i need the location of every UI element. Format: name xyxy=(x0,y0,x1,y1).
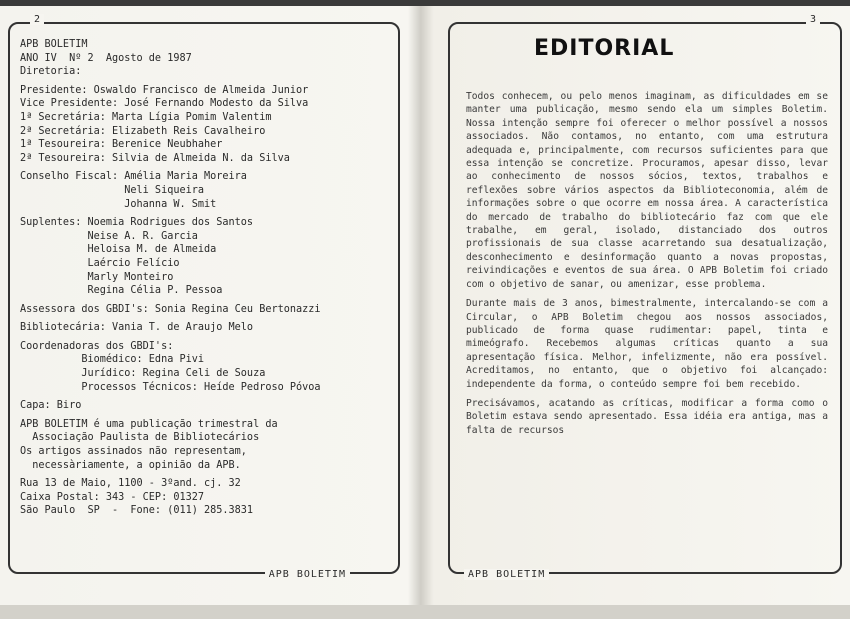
masthead-line: Coordenadoras dos GBDI's: xyxy=(20,340,174,352)
masthead-line: 2ª Secretária: Elizabeth Reis Cavalheiro xyxy=(20,125,266,137)
masthead-line: Johanna W. Smit xyxy=(20,198,217,210)
masthead-line: Suplentes: Noemia Rodrigues dos Santos xyxy=(20,217,254,229)
masthead-line: APB BOLETIM é uma publicação trimestral da xyxy=(20,418,278,430)
masthead-line: Jurídico: Regina Celi de Souza xyxy=(20,368,266,380)
masthead-line: Vice Presidente: José Fernando Modesto da Silva xyxy=(20,98,309,110)
left-page xyxy=(8,14,400,580)
bottom-edge xyxy=(0,605,850,619)
left-footer: APB BOLETIM xyxy=(265,569,350,580)
masthead-line: Bibliotecária: Vania T. de Araujo Melo xyxy=(20,322,254,334)
editorial-body xyxy=(466,90,828,443)
masthead-line: Neli Siqueira xyxy=(20,184,205,196)
editorial-title: EDITORIAL xyxy=(534,36,675,61)
masthead-line: Laércio Felício xyxy=(20,257,180,269)
masthead-line: APB BOLETIM xyxy=(20,39,88,50)
masthead-line: 1ª Tesoureira: Berenice Neubhaher xyxy=(20,139,223,151)
masthead-line: São Paulo SP - Fone: (011) 285.3831 xyxy=(20,505,254,517)
editorial-paragraph: Precisávamos, acatando as críticas, modificar a forma como o Boletim estava sendo apresentado. Essa idéia era antiga, mas a falta de recursos xyxy=(466,397,828,436)
right-page-number: 3 xyxy=(806,14,820,25)
masthead-line: ANO IV Nº 2 Agosto de 1987 xyxy=(20,52,192,64)
masthead-line: Biomédico: Edna Pivi xyxy=(20,354,205,366)
masthead-line: 1ª Secretária: Marta Lígia Pomim Valentim xyxy=(20,111,272,123)
masthead-line: Associação Paulista de Bibliotecários xyxy=(20,432,260,444)
masthead-text xyxy=(20,38,392,518)
masthead-line: Capa: Biro xyxy=(20,400,82,412)
masthead-line: Presidente: Oswaldo Francisco de Almeida Junior xyxy=(20,84,309,96)
masthead-line: 2ª Tesoureira: Silvia de Almeida N. da Silva xyxy=(20,152,290,164)
masthead-line: Assessora dos GBDI's: Sonia Regina Ceu Bertonazzi xyxy=(20,303,321,315)
masthead-line: Regina Célia P. Pessoa xyxy=(20,285,223,297)
masthead-line: Processos Técnicos: Heíde Pedroso Póvoa xyxy=(20,381,321,393)
masthead-line: Caixa Postal: 343 - CEP: 01327 xyxy=(20,491,205,503)
masthead-line: Diretoria: xyxy=(20,66,82,78)
editorial-paragraph: Durante mais de 3 anos, bimestralmente, intercalando-se com a Circular, o APB Boletim chegou aos nossos associados, publicado de forma quase rudimentar: papel, tinta e mimeógrafo. Recebemos algumas críticas quanto a sua apresentação física. Melhor, infelizmente, não era possível. Acreditamos, no entanto, que o objetivo foi alcançado: independente da forma, o conteúdo sempre foi bem recebido. xyxy=(466,298,828,390)
top-edge xyxy=(0,0,850,6)
masthead-line: Marly Monteiro xyxy=(20,271,174,283)
masthead-line: Conselho Fiscal: Amélia Maria Moreira xyxy=(20,171,247,183)
masthead-line: Os artigos assinados não representam, xyxy=(20,446,247,458)
right-footer: APB BOLETIM xyxy=(464,569,549,580)
masthead-line: Rua 13 de Maio, 1100 - 3ºand. cj. 32 xyxy=(20,478,241,490)
masthead-line: Neise A. R. Garcia xyxy=(20,230,198,242)
right-page xyxy=(448,14,842,580)
masthead-line: necessàriamente, a opinião da APB. xyxy=(20,459,241,471)
left-page-number: 2 xyxy=(30,14,44,25)
masthead-line: Heloisa M. de Almeida xyxy=(20,244,217,256)
editorial-paragraph: Todos conhecem, ou pelo menos imaginam, as dificuldades em se manter uma publicação, mesmo sendo ela um simples Boletim. Nossa intenção sempre foi oferecer o melhor possível a nossos associados. Não contamos, no entanto, com uma estrutura adequada e, principalmente, com recursos suficientes para que essa intenção se concretize. Procuramos, apesar disso, levar ao conhecimento de nossos sócios, textos, trabalhos e reflexões sobre vários aspectos da Biblioteconomia, além de informações sobre o que ocorre em nossa área. A característica do mercado de trabalho do bibliotecário faz com que ele trabalhe, em geral, isolado, distanciado dos outros profissionais de sua classe acarretando sua desatualização, desconhecimento e desinformação quanto a novas propostas, reivindicações e eventos de sua área. O APB Boletim foi criado com o objetivo de sanar, ou amenizar, esse problema. xyxy=(466,91,828,290)
